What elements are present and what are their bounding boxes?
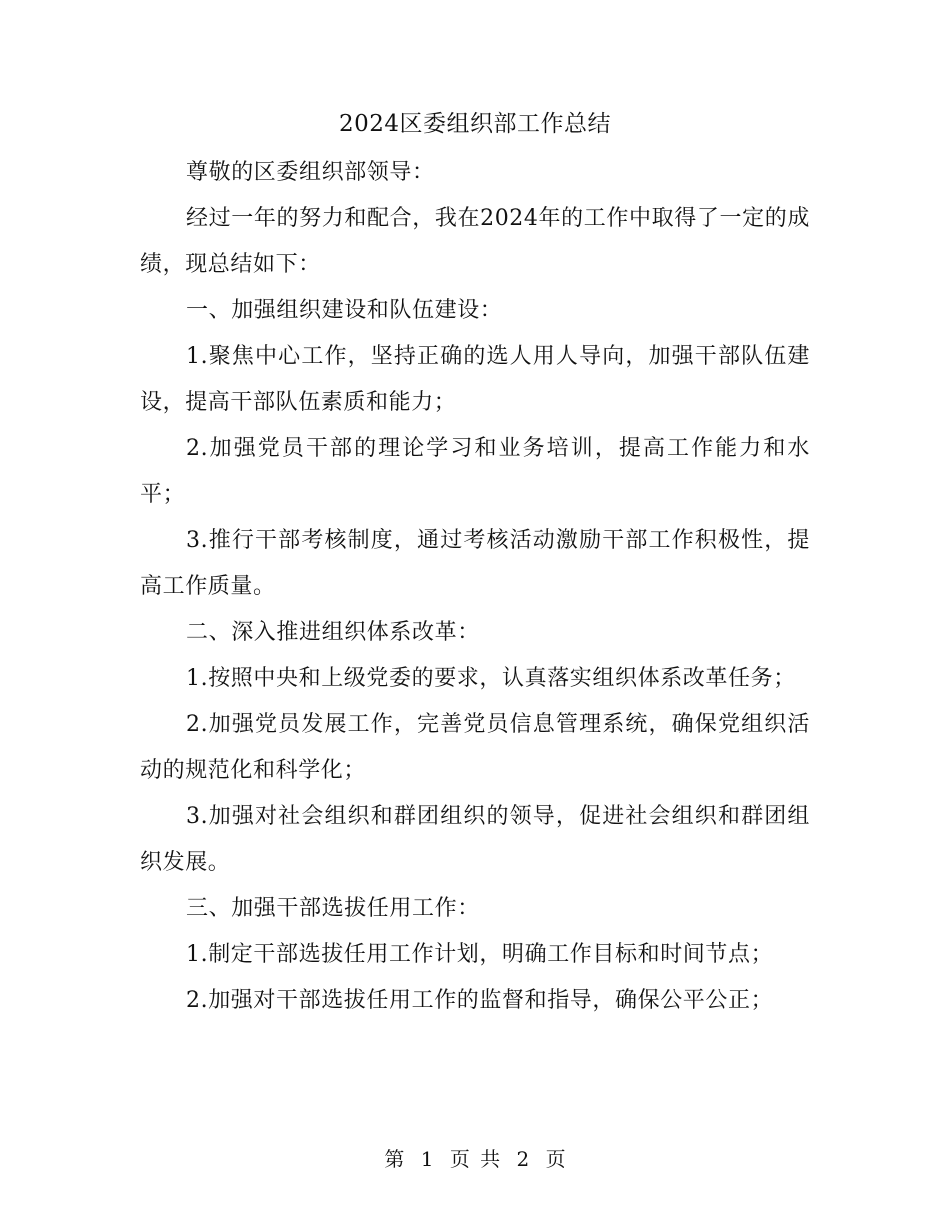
document-title: 2024区委组织部工作总结	[338, 111, 612, 137]
section-1-item-1: 1.聚焦中心工作，坚持正确的选人用人导向，加强干部队伍建设，提高干部队伍素质和能力；	[140, 344, 810, 415]
section-3-item-1: 1.制定干部选拔任用工作计划，明确工作目标和时间节点；	[186, 942, 774, 967]
page-label-mid: 页 共	[449, 1147, 501, 1171]
page-label-suffix: 页	[545, 1147, 566, 1171]
current-page-number: 1	[420, 1147, 434, 1171]
intro-paragraph: 经过一年的努力和配合，我在2024年的工作中取得了一定的成绩，现总结如下：	[140, 206, 810, 277]
section-1-item-3: 3.推行干部考核制度，通过考核活动激励干部工作积极性，提高工作质量。	[140, 528, 810, 599]
document-body	[140, 150, 810, 1024]
page-label-prefix: 第	[384, 1147, 405, 1171]
salutation: 尊敬的区委组织部领导：	[186, 160, 435, 185]
section-2-item-3: 3.加强对社会组织和群团组织的领导，促进社会组织和群团组织发展。	[140, 804, 810, 875]
section-3-item-2: 2.加强对干部选拔任用工作的监督和指导，确保公平公正；	[186, 988, 774, 1013]
section-heading-2: 二、深入推进组织体系改革：	[186, 620, 480, 645]
total-pages-number: 2	[516, 1147, 530, 1171]
section-2-item-1: 1.按照中央和上级党委的要求，认真落实组织体系改革任务；	[186, 666, 796, 691]
section-heading-1: 一、加强组织建设和队伍建设：	[186, 298, 503, 323]
section-heading-3: 三、加强干部选拔任用工作：	[186, 896, 480, 921]
section-2-item-2: 2.加强党员发展工作，完善党员信息管理系统，确保党组织活动的规范化和科学化；	[140, 712, 810, 783]
section-1-item-2: 2.加强党员干部的理论学习和业务培训，提高工作能力和水平；	[140, 436, 810, 507]
page-footer	[0, 1144, 950, 1174]
